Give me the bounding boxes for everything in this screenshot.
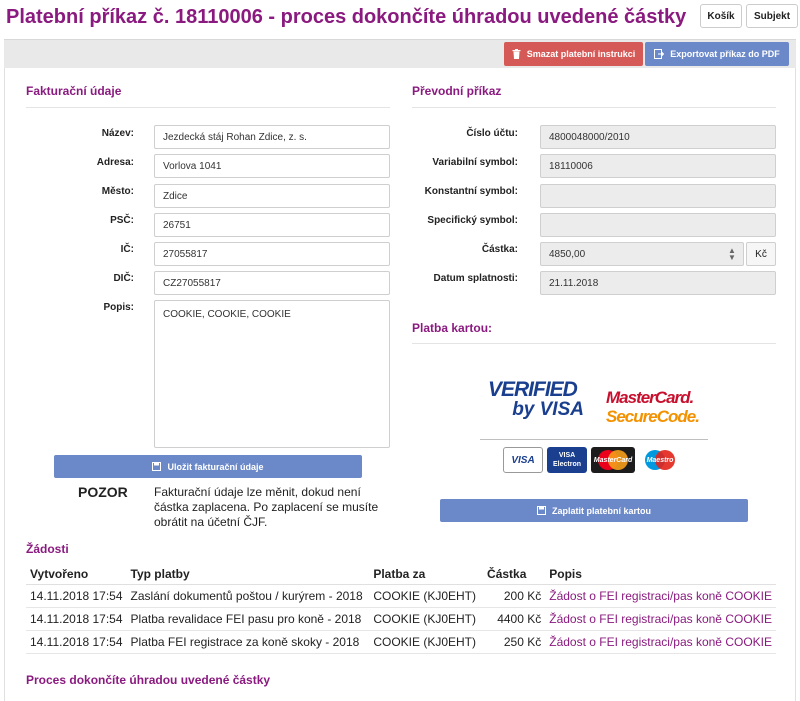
export-file-icon xyxy=(654,49,664,59)
mastercard-card-icon xyxy=(591,447,635,473)
table-row xyxy=(26,585,776,608)
amount-field xyxy=(540,242,744,266)
col-created: Vytvořeno xyxy=(26,564,127,585)
pay-by-card-button[interactable] xyxy=(440,499,748,522)
securecode-line: SecureCode. xyxy=(606,407,699,426)
logos-divider xyxy=(480,439,708,440)
request-link[interactable]: Žádost o FEI registraci/pas koně COOKIE xyxy=(549,612,772,626)
row-amount: 200 Kč xyxy=(483,585,545,608)
city-label: Město: xyxy=(101,186,134,197)
col-payment-type: Typ platby xyxy=(127,564,370,585)
card-pay-icon xyxy=(537,506,546,515)
row-type: Platba revalidace FEI pasu pro koně - 2018 xyxy=(127,608,370,631)
table-header-row xyxy=(26,564,776,585)
verified-line: VERIFIED xyxy=(488,378,577,401)
address-input[interactable] xyxy=(154,154,390,178)
col-amount: Částka xyxy=(483,564,545,585)
row-amount: 250 Kč xyxy=(483,631,545,654)
name-input[interactable] xyxy=(154,125,390,149)
pay-by-card-label: Zaplatit platební kartou xyxy=(551,505,651,516)
address-label: Adresa: xyxy=(96,157,134,168)
name-label: Název: xyxy=(101,128,134,139)
visa-electron-card-icon: VISA Electron xyxy=(547,447,587,473)
row-amount: 4400 Kč xyxy=(483,608,545,631)
mastercard-securecode-logo xyxy=(606,388,699,426)
due-date-label: Datum splatnosti: xyxy=(433,273,518,284)
variable-symbol-field xyxy=(540,154,776,178)
vat-id-label: DIČ: xyxy=(113,273,134,284)
verified-by-visa-logo xyxy=(488,380,584,420)
row-for: COOKIE (KJ0EHT) xyxy=(369,608,483,631)
subject-button[interactable]: Subjekt xyxy=(746,4,798,28)
row-description-cell xyxy=(545,585,776,608)
warning-text: Fakturační údaje lze měnit, dokud není částka zaplacena. Po zaplacení se musíte obrátit na účetní ČJF. xyxy=(154,485,379,529)
delete-instruction-label: Smazat platební instrukci xyxy=(526,49,636,59)
row-for: COOKIE (KJ0EHT) xyxy=(369,585,483,608)
company-id-input[interactable] xyxy=(154,242,390,266)
save-billing-button[interactable] xyxy=(54,455,362,478)
card-payment-heading: Platba kartou: xyxy=(412,321,493,335)
row-for: COOKIE (KJ0EHT) xyxy=(369,631,483,654)
transfer-divider xyxy=(412,107,776,108)
mastercard-line: MasterCard. xyxy=(606,388,694,407)
export-pdf-label: Exportovat příkaz do PDF xyxy=(670,49,780,59)
requests-table xyxy=(26,564,776,654)
constant-symbol-field xyxy=(540,184,776,208)
account-number-label: Číslo účtu: xyxy=(466,128,518,139)
zip-input[interactable] xyxy=(154,213,390,237)
by-visa-line: by VISA xyxy=(512,399,584,420)
amount-stepper-icon: ▲ ▼ xyxy=(728,246,736,262)
vat-id-input[interactable] xyxy=(154,271,390,295)
row-description-cell xyxy=(545,608,776,631)
specific-symbol-label: Specifický symbol: xyxy=(427,215,518,226)
maestro-card-icon xyxy=(638,447,682,473)
row-type: Zaslání dokumentů poštou / kurýrem - 2018 xyxy=(127,585,370,608)
company-id-label: IČ: xyxy=(120,244,134,255)
row-created: 14.11.2018 17:54 xyxy=(26,631,127,654)
row-created: 14.11.2018 17:54 xyxy=(26,608,127,631)
variable-symbol-label: Variabilní symbol: xyxy=(432,157,518,168)
city-input[interactable] xyxy=(154,184,390,208)
row-created: 14.11.2018 17:54 xyxy=(26,585,127,608)
toolbar xyxy=(4,39,796,68)
due-date-field xyxy=(540,271,776,295)
description-textarea[interactable] xyxy=(154,300,390,448)
col-payment-for: Platba za xyxy=(369,564,483,585)
maestro-card-label: Maestro xyxy=(646,456,674,464)
transfer-heading: Převodní příkaz xyxy=(412,84,502,98)
table-row xyxy=(26,631,776,654)
row-description-cell xyxy=(545,631,776,654)
visa-card-icon: VISA xyxy=(503,447,543,473)
save-billing-label: Uložit fakturační údaje xyxy=(167,461,264,472)
billing-divider xyxy=(26,107,390,108)
footer-heading: Proces dokončíte úhradou uvedené částky xyxy=(26,673,271,687)
warning-title: POZOR xyxy=(78,484,128,500)
constant-symbol-label: Konstantní symbol: xyxy=(424,186,518,197)
export-pdf-button[interactable] xyxy=(645,42,789,66)
billing-heading: Fakturační údaje xyxy=(26,84,122,98)
save-icon xyxy=(152,462,161,471)
requests-heading: Žádosti xyxy=(26,542,69,556)
amount-label: Částka: xyxy=(481,244,518,255)
mastercard-card-label: MasterCard xyxy=(593,456,633,464)
specific-symbol-field xyxy=(540,213,776,237)
delete-instruction-button[interactable] xyxy=(504,42,643,66)
request-link[interactable]: Žádost o FEI registraci/pas koně COOKIE xyxy=(549,589,772,603)
page-title: Platební příkaz č. 18110006 - proces dokončíte úhradou uvedené částky xyxy=(6,6,687,28)
description-label: Popis: xyxy=(103,302,134,313)
card-payment-divider xyxy=(412,343,776,344)
table-row xyxy=(26,608,776,631)
currency-addon: Kč xyxy=(746,242,776,266)
trash-icon xyxy=(512,49,521,59)
row-type: Platba FEI registrace za koně skoky - 2018 xyxy=(127,631,370,654)
request-link[interactable]: Žádost o FEI registraci/pas koně COOKIE xyxy=(549,635,772,649)
account-number-field xyxy=(540,125,776,149)
zip-label: PSČ: xyxy=(110,215,134,226)
cart-button[interactable]: Košík xyxy=(700,4,742,28)
col-description: Popis xyxy=(545,564,776,585)
